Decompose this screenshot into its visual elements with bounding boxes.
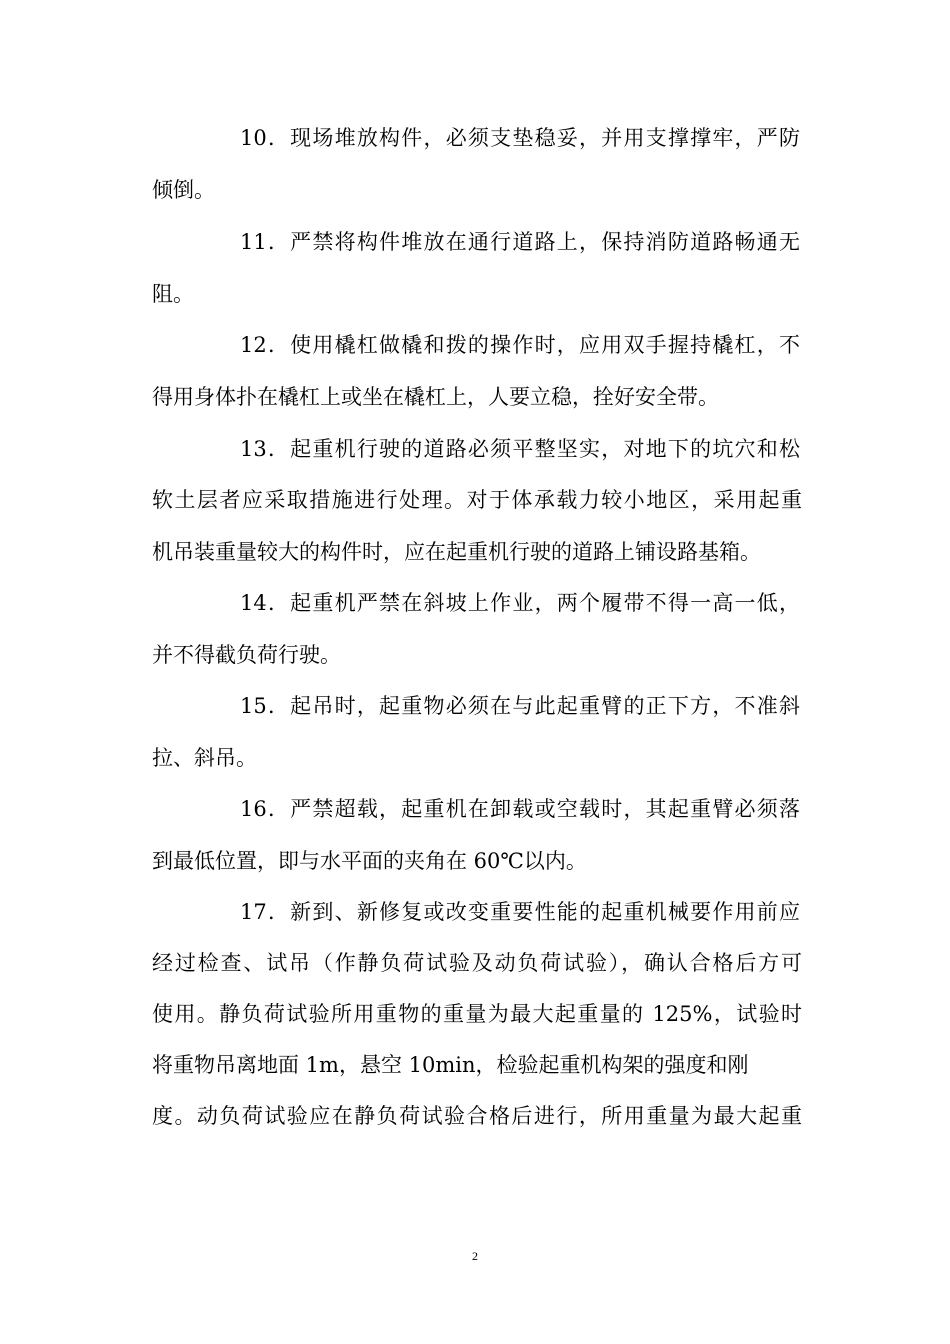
text-line: 并不得截负荷行驶。: [152, 643, 341, 667]
text-line: 12．使用橇杠做橇和拨的操作时，应用双手握持橇杠，不: [240, 333, 800, 357]
text-line: 得用身体扑在橇杠上或坐在橇杠上，人要立稳，拴好安全带。: [152, 385, 719, 409]
text-line: 到最低位置，即与水平面的夹角在 60℃以内。: [152, 849, 587, 873]
page-number: 2: [472, 1249, 478, 1263]
text-line: 11．严禁将构件堆放在通行道路上，保持消防道路畅通无: [240, 230, 800, 254]
text-line: 使用。静负荷试验所用重物的重量为最大起重量的 125%，试验时: [152, 1002, 802, 1026]
text-line: 倾倒。: [152, 178, 215, 202]
text-line: 经过检查、试吊（作静负荷试验及动负荷试验），确认合格后方可: [152, 951, 802, 975]
text-line: 17．新到、新修复或改变重要性能的起重机械要作用前应: [240, 900, 800, 924]
text-line: 14．起重机严禁在斜坡上作业，两个履带不得一高一低，: [240, 591, 800, 615]
text-line: 拉、斜吊。: [152, 746, 257, 770]
text-line: 将重物吊离地面 1m，悬空 10min，检验起重机构架的强度和刚: [152, 1053, 749, 1077]
text-line: 度。动负荷试验应在静负荷试验合格后进行，所用重量为最大起重: [152, 1104, 802, 1128]
text-line: 阻。: [152, 282, 194, 306]
text-line: 15．起吊时，起重物必须在与此起重臂的正下方，不准斜: [240, 694, 800, 718]
text-line: 13．起重机行驶的道路必须平整坚实，对地下的坑穴和松: [240, 437, 800, 461]
text-line: 机吊装重量较大的构件时，应在起重机行驶的道路上铺设路基箱。: [152, 540, 761, 564]
text-line: 软土层者应采取措施进行处理。对于体承载力较小地区，采用起重: [152, 488, 802, 512]
text-line: 16．严禁超载，起重机在卸载或空载时，其起重臂必须落: [240, 797, 800, 821]
text-line: 10．现场堆放构件，必须支垫稳妥，并用支撑撑牢，严防: [240, 126, 800, 150]
